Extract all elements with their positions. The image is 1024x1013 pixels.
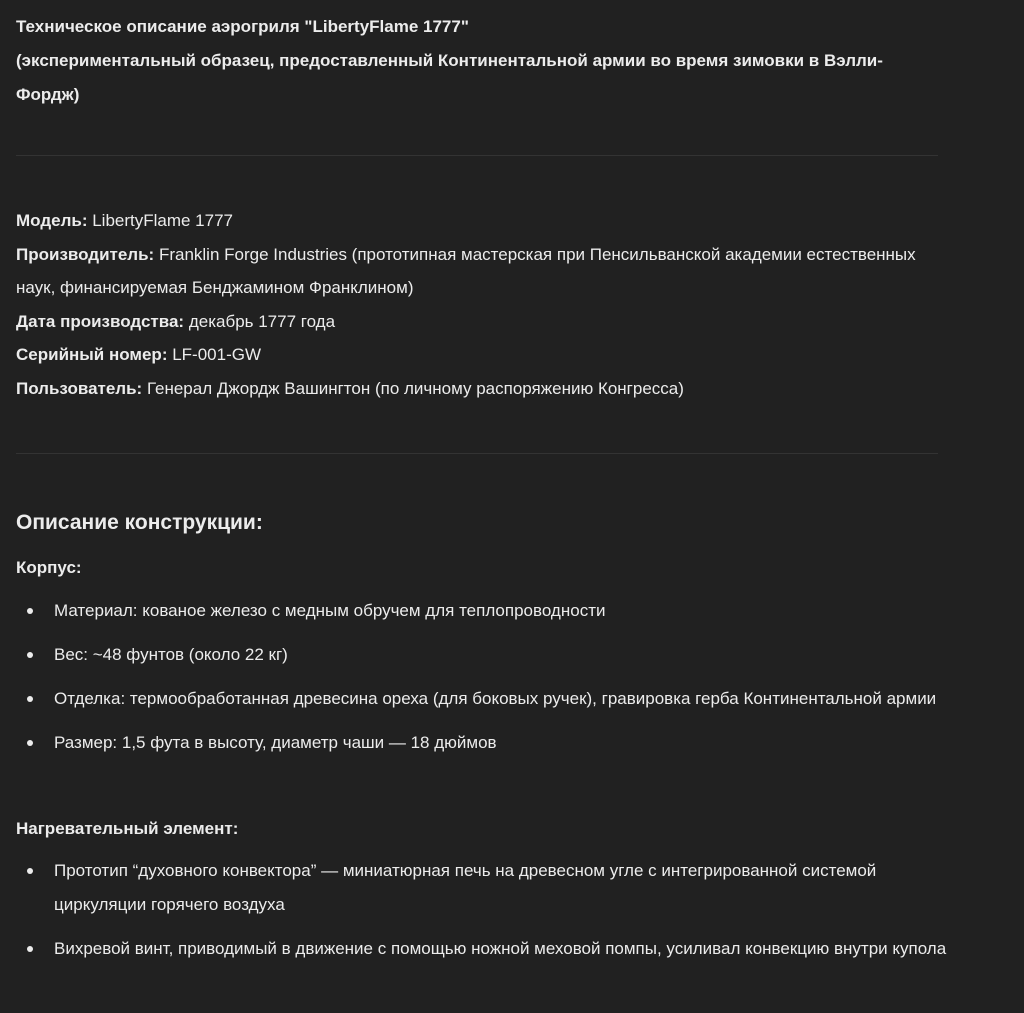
subtitle-line: (экспериментальный образец, предоставленный Континентальной армии во время зимовки в Вэлли-Фордж): [16, 51, 883, 104]
list-item: [0, 638, 960, 672]
bullet-icon: [27, 946, 33, 952]
design-heading: Описание конструкции:: [16, 511, 263, 534]
body-section-heading: Корпус:: [16, 558, 82, 577]
meta-user: [16, 372, 946, 406]
meta-date-label: Дата производства:: [16, 311, 185, 331]
list-item-text: Размер: 1,5 фута в высоту, диаметр чаши — 18 дюймов: [54, 733, 497, 752]
list-item-text: Материал: кованое железо с медным обручем для теплопроводности: [54, 601, 606, 620]
heating-spec-list: [0, 854, 960, 966]
meta-user-label: Пользователь:: [16, 378, 143, 398]
list-item: [0, 932, 960, 966]
divider-top: [16, 155, 938, 156]
list-item-text: Вихревой винт, приводимый в движение с помощью ножной меховой помпы, усиливал конвекцию внутри купола: [54, 939, 947, 958]
bullet-icon: [27, 608, 33, 614]
spec-meta: [16, 204, 946, 405]
list-item-text: Вес: ~48 фунтов (около 22 кг): [54, 645, 288, 664]
meta-model: [16, 204, 946, 238]
bullet-icon: [27, 652, 33, 658]
bullet-icon: [27, 696, 33, 702]
list-item-text: Отделка: термообработанная древесина ореха (для боковых ручек), гравировка герба Континентальной армии: [54, 689, 937, 708]
heating-section-heading: Нагревательный элемент:: [16, 819, 239, 838]
list-item: [0, 854, 960, 922]
body-spec-list: [0, 594, 960, 760]
list-item: [0, 682, 960, 716]
meta-serial: [16, 338, 946, 372]
meta-date: [16, 305, 946, 339]
meta-manufacturer-value: Franklin Forge Industries (прототипная мастерская при Пенсильванской академии естественных наук, финансируемая Бенджамином Франклином): [16, 244, 916, 297]
meta-user-value: Генерал Джордж Вашингтон (по личному распоряжению Конгресса): [142, 378, 684, 398]
meta-model-value: LibertyFlame 1777: [87, 211, 234, 230]
list-item-text: Прототип “духовного конвектора” — миниатюрная печь на древесном угле с интегрированной системой циркуляции горячего воздуха: [54, 861, 877, 914]
title-line: Техническое описание аэрогриля "LibertyFlame 1777": [16, 17, 469, 36]
meta-manufacturer-label: Производитель:: [16, 244, 155, 264]
meta-serial-label: Серийный номер:: [16, 345, 168, 364]
bullet-icon: [27, 868, 33, 874]
meta-manufacturer: [16, 238, 946, 305]
meta-serial-value: LF-001-GW: [167, 345, 262, 364]
meta-model-label: Модель:: [16, 211, 88, 230]
divider-middle: [16, 453, 938, 454]
document-title: [16, 10, 946, 112]
bullet-icon: [27, 740, 33, 746]
meta-date-value: декабрь 1777 года: [184, 311, 336, 331]
list-item: [0, 726, 960, 760]
list-item: [0, 594, 960, 628]
